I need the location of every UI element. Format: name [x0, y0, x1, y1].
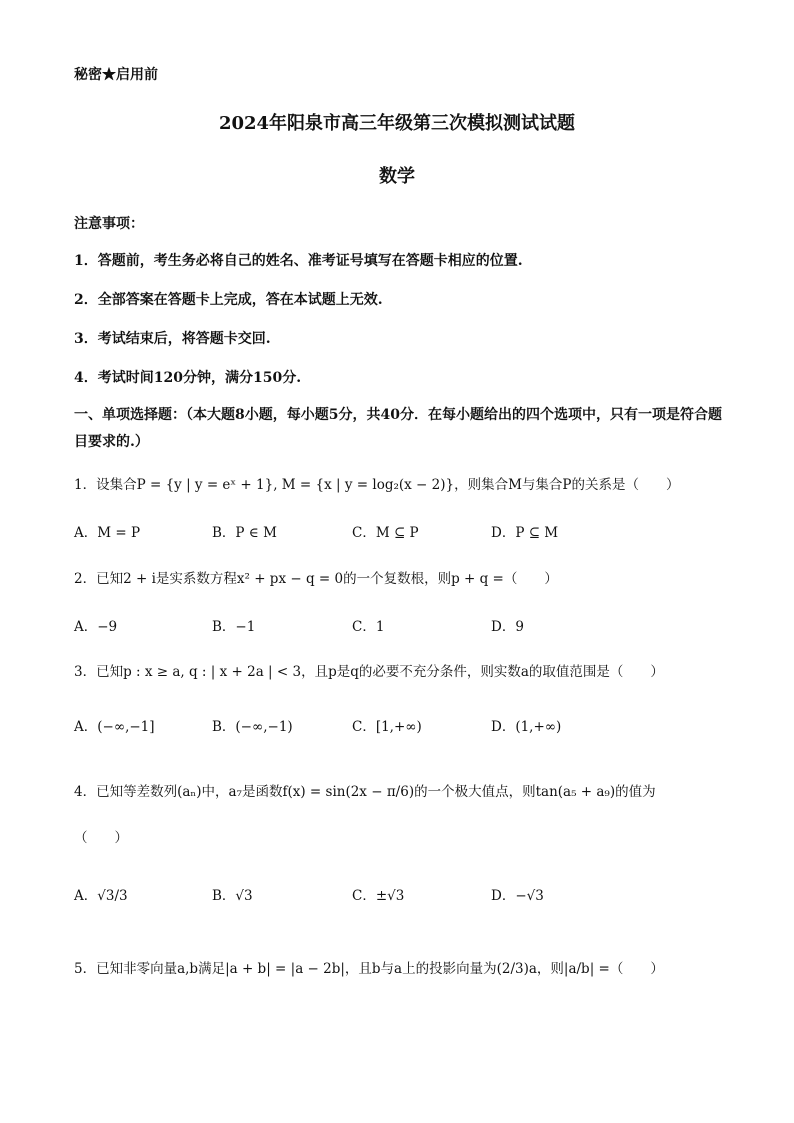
question-2-option-d: D．9 [491, 619, 524, 635]
note-item: 2．全部答案在答题卡上完成，答在本试题上无效. [74, 292, 383, 308]
question-4-option-d: D．−√3 [491, 888, 544, 904]
subject-title: 数学 [379, 166, 415, 187]
question-3-option-a: A．(−∞,−1] [74, 719, 155, 735]
question-1-option-c: C．M ⊆ P [352, 525, 419, 541]
note-item: 1．答题前，考生务必将自己的姓名、准考证号填写在答题卡相应的位置. [74, 253, 523, 269]
question-2-option-b: B．−1 [212, 619, 256, 635]
question-3-stem: 3．已知p : x ≥ a, q : | x + 2a | < 3，且p是q的必要不充分条件，则实数a的取值范围是（ ） [74, 664, 664, 680]
question-4-option-a: A．√3/3 [74, 888, 128, 904]
question-3-option-c: C．[1,+∞) [352, 719, 422, 735]
question-1-option-d: D．P ⊆ M [491, 525, 559, 541]
note-item: 3．考试结束后，将答题卡交回. [74, 331, 271, 347]
question-1-option-b: B．P ∈ M [212, 525, 277, 541]
section-heading: 一、单项选择题：（本大题8小题，每小题5分，共40分．在每小题给出的四个选项中，只有一项是符合题目要求的.） [74, 407, 722, 450]
question-4-option-b: B．√3 [212, 888, 253, 904]
question-2-stem: 2．已知2 + i是实系数方程x² + px − q = 0的一个复数根，则p + q =（ ） [74, 571, 558, 587]
notes-heading: 注意事项： [74, 216, 144, 232]
note-item: 4．考试时间120分钟，满分150分. [74, 370, 302, 386]
question-5-stem: 5．已知非零向量a,b满足|a + b| = |a − 2b|，且b与a上的投影向量为(2/3)a，则|a/b| =（ ） [74, 961, 664, 977]
question-2-option-a: A．−9 [74, 619, 118, 635]
question-4-answer-blank: （ ） [74, 830, 128, 846]
question-3-option-d: D．(1,+∞) [491, 719, 562, 735]
question-4-stem: 4．已知等差数列(aₙ)中，a₇是函数f(x) = sin(2x − π/6)的一个极大值点，则tan(a₅ + a₉)的值为 [74, 784, 656, 800]
confidential-label: 秘密★启用前 [74, 67, 158, 83]
question-3-option-b: B．(−∞,−1) [212, 719, 293, 735]
exam-title: 2024年阳泉市高三年级第三次模拟测试试题 [218, 113, 576, 134]
question-4-option-c: C．±√3 [352, 888, 405, 904]
question-1-stem: 1．设集合P = {y | y = eˣ + 1}, M = {x | y = log₂(x − 2)}，则集合M与集合P的关系是（ ） [74, 477, 680, 493]
question-2-option-c: C．1 [352, 619, 385, 635]
question-1-option-a: A．M = P [74, 525, 141, 541]
